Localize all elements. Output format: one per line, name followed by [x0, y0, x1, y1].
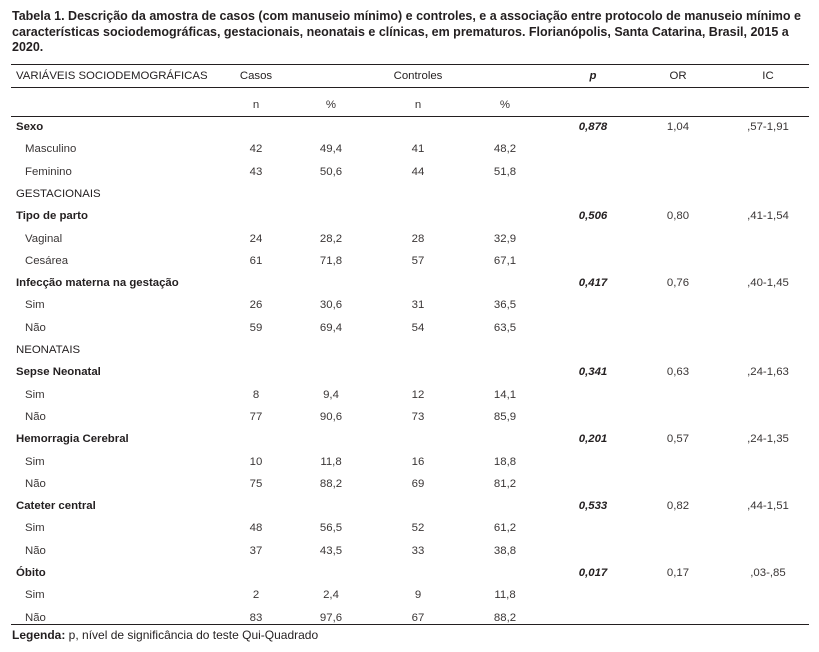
p-value: 0,017 — [578, 567, 608, 579]
row-label: Não — [25, 544, 46, 557]
controls-pct: 51,8 — [493, 165, 517, 178]
cases-pct: 28,2 — [319, 232, 343, 245]
cases-n: 26 — [249, 299, 263, 312]
controls-pct: 18,8 — [493, 455, 517, 468]
cases-pct: 9,4 — [323, 388, 339, 401]
controls-pct: 11,8 — [494, 589, 516, 602]
row-label: Cesárea — [25, 254, 69, 267]
controls-n: 54 — [411, 321, 425, 334]
cases-n: 43 — [249, 165, 263, 178]
group-label: Sepse Neonatal — [16, 366, 101, 379]
odds-ratio: 0,57 — [666, 433, 690, 446]
cases-pct: 30,6 — [319, 299, 343, 312]
header-p: p — [589, 70, 597, 82]
cases-n: 75 — [249, 477, 263, 490]
cases-n: 83 — [249, 611, 263, 624]
group-row — [11, 495, 809, 517]
controls-n: 9 — [414, 589, 422, 602]
controls-n: 73 — [411, 410, 425, 423]
cases-pct: 71,8 — [319, 254, 343, 267]
cases-n: 10 — [249, 455, 263, 468]
subheader-cases-pct: % — [325, 99, 337, 111]
table-row — [11, 451, 809, 473]
odds-ratio: 0,82 — [666, 500, 690, 513]
cases-pct: 88,2 — [319, 477, 343, 490]
controls-pct: 14,1 — [493, 388, 517, 401]
header-variables: VARIÁVEIS SOCIODEMOGRÁFICAS — [16, 70, 208, 82]
cases-n: 59 — [249, 321, 263, 334]
controls-pct: 63,5 — [493, 321, 517, 334]
table-legend — [12, 628, 318, 642]
header-cases: Casos — [239, 70, 273, 82]
cases-n: 61 — [249, 254, 263, 267]
row-label: Sim — [25, 388, 45, 401]
section-row — [11, 183, 809, 205]
cases-n: 24 — [249, 232, 263, 245]
row-label: Não — [25, 477, 46, 490]
cases-n: 8 — [252, 388, 260, 401]
controls-pct: 48,2 — [493, 143, 517, 156]
group-label: Cateter central — [16, 500, 96, 513]
controls-n: 33 — [411, 544, 425, 557]
controls-n: 44 — [411, 165, 425, 178]
controls-n: 67 — [411, 611, 425, 624]
controls-n: 16 — [411, 455, 425, 468]
confidence-interval: ,57-1,91 — [747, 121, 789, 133]
row-label: Sim — [25, 589, 45, 602]
odds-ratio: 0,76 — [666, 277, 690, 290]
subheader-controls-n: n — [414, 99, 422, 111]
controls-pct: 67,1 — [493, 254, 517, 267]
p-value: 0,506 — [578, 210, 608, 223]
row-label: Não — [25, 410, 46, 423]
subheader-row — [11, 94, 809, 116]
controls-pct: 36,5 — [493, 299, 517, 312]
controls-n: 57 — [411, 254, 425, 267]
odds-ratio: 0,17 — [666, 567, 690, 579]
row-label: Sim — [25, 522, 45, 535]
confidence-interval: ,24-1,63 — [747, 366, 789, 379]
table-row — [11, 138, 809, 160]
section-label: GESTACIONAIS — [16, 187, 101, 200]
header-rule — [11, 87, 809, 88]
cases-pct: 43,5 — [319, 544, 343, 557]
confidence-interval: ,44-1,51 — [747, 500, 789, 513]
p-value: 0,341 — [578, 366, 608, 379]
table-row — [11, 517, 809, 539]
p-value: 0,417 — [578, 277, 608, 290]
controls-pct: 38,8 — [493, 544, 517, 557]
controls-pct: 85,9 — [493, 410, 517, 423]
table-bottom-rule — [11, 624, 809, 625]
p-value: 0,201 — [578, 433, 608, 446]
controls-n: 12 — [411, 388, 425, 401]
group-row — [11, 428, 809, 450]
row-label: Vaginal — [25, 232, 63, 245]
controls-n: 41 — [411, 143, 425, 156]
table-row — [11, 228, 809, 250]
cases-pct: 69,4 — [319, 321, 343, 334]
p-value: 0,533 — [578, 500, 608, 513]
table-row — [11, 540, 809, 562]
group-label: Infecção materna na gestação — [16, 277, 179, 290]
table-caption: Tabela 1. Descrição da amostra de casos (com manuseio mínimo) e controles, e a associação entre protocolo de manuseio mínimo e características sociodemográficas, gestacionais, neonatais e clínicas, em prematuros. Florianópolis, Santa Catarina, Brasil, 2015 a 2020. — [12, 9, 801, 54]
legend-text: p, nível de significância do teste Qui-Quadrado — [65, 628, 319, 642]
row-label: Sim — [25, 299, 45, 312]
table-row — [11, 250, 809, 272]
table-row — [11, 161, 809, 183]
cases-pct: 50,6 — [319, 165, 343, 178]
cases-n: 77 — [249, 410, 263, 423]
cases-pct: 2,4 — [323, 589, 339, 602]
table-row — [11, 384, 809, 406]
confidence-interval: ,03-,85 — [750, 567, 786, 579]
header-or: OR — [669, 70, 687, 82]
group-label: Sexo — [16, 121, 44, 133]
row-label: Feminino — [25, 165, 72, 178]
section-label: NEONATAIS — [16, 344, 81, 356]
row-label: Não — [25, 611, 46, 624]
cases-pct: 90,6 — [319, 410, 343, 423]
group-label: Hemorragia Cerebral — [16, 433, 129, 446]
controls-pct: 88,2 — [493, 611, 517, 624]
cases-pct: 11,8 — [320, 455, 342, 468]
cases-n: 2 — [252, 589, 260, 602]
odds-ratio: 0,80 — [666, 210, 690, 223]
row-label: Sim — [25, 455, 45, 468]
controls-pct: 81,2 — [493, 477, 517, 490]
group-label: Óbito — [16, 567, 46, 579]
header-ic: IC — [762, 70, 774, 82]
row-label: Masculino — [25, 143, 77, 156]
confidence-interval: ,40-1,45 — [747, 277, 789, 290]
group-label: Tipo de parto — [16, 210, 88, 223]
table-row — [11, 584, 809, 606]
group-row — [11, 562, 809, 584]
cases-n: 48 — [249, 522, 263, 535]
header-controls: Controles — [393, 70, 443, 82]
confidence-interval: ,41-1,54 — [747, 210, 789, 223]
controls-n: 52 — [411, 522, 425, 535]
table-row — [11, 473, 809, 495]
cases-pct: 49,4 — [319, 143, 343, 156]
table-row — [11, 406, 809, 428]
odds-ratio: 0,63 — [666, 366, 690, 379]
subheader-controls-pct: % — [499, 99, 511, 111]
cases-pct: 97,6 — [319, 611, 343, 624]
legend-label: Legenda: — [12, 628, 66, 642]
controls-pct: 61,2 — [493, 522, 517, 535]
table-row — [11, 317, 809, 339]
table-row — [11, 607, 809, 629]
row-label: Não — [25, 321, 46, 334]
confidence-interval: ,24-1,35 — [747, 433, 789, 446]
group-row — [11, 361, 809, 383]
cases-n: 37 — [249, 544, 263, 557]
table-row — [11, 294, 809, 316]
section-row — [11, 339, 809, 361]
controls-n: 69 — [411, 477, 425, 490]
p-value: 0,878 — [578, 121, 608, 133]
controls-n: 31 — [411, 299, 425, 312]
group-row — [11, 272, 809, 294]
group-row — [11, 205, 809, 227]
group-row — [11, 116, 809, 138]
odds-ratio: 1,04 — [666, 121, 690, 133]
controls-n: 28 — [411, 232, 425, 245]
subheader-cases-n: n — [252, 99, 260, 111]
header-row — [11, 65, 809, 87]
cases-n: 42 — [249, 143, 263, 156]
cases-pct: 56,5 — [319, 522, 343, 535]
controls-pct: 32,9 — [493, 232, 517, 245]
